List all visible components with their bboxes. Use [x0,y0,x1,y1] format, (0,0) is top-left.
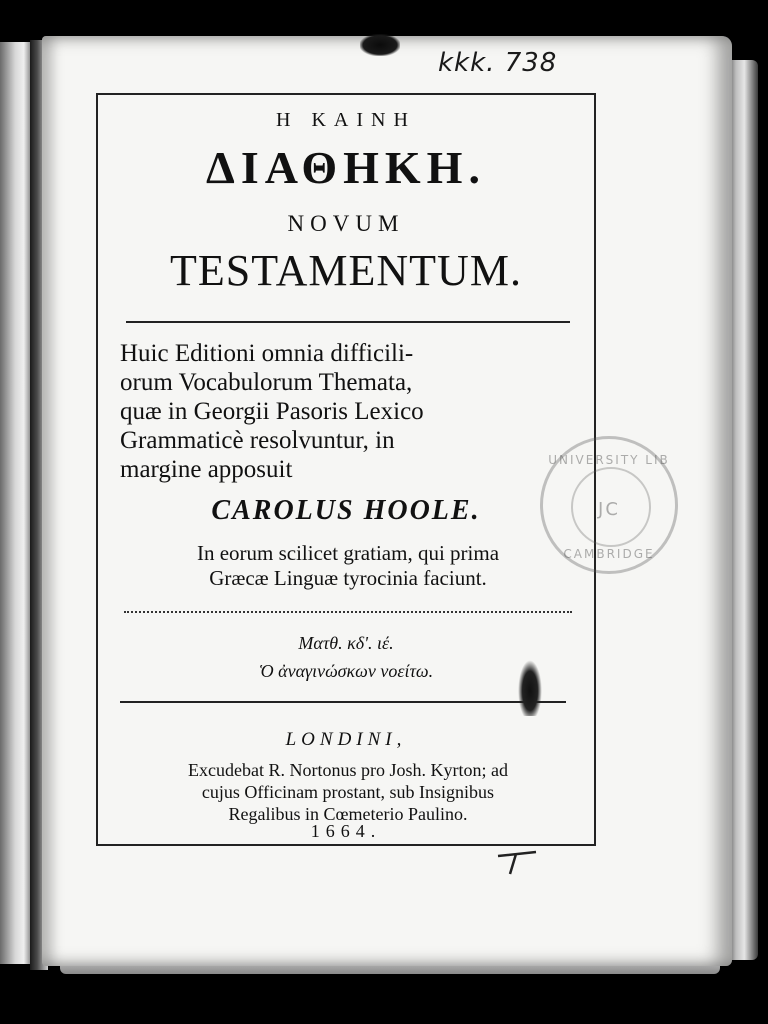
ink-smudge-mark [518,660,542,716]
library-stamp-seal [540,436,678,574]
imprint-line: Regalibus in Cœmeterio Paulino. [228,804,468,824]
purpose-line: In eorum scilicet gratiam, qui prima [196,541,500,565]
catchword-t-mark [496,850,540,876]
divider-rule-top [126,321,570,323]
imprint-line: Excudebat R. Nortonus pro Josh. Kyrton; ad [188,760,508,780]
description-line: Huic Editioni omnia difficili- [120,340,414,367]
stamp-lettering: JC [598,499,620,520]
latin-title-line-2: TESTAMENTUM. [170,246,522,295]
title-page-border [96,93,596,846]
purpose-paragraph [120,541,576,591]
purpose-line: Græcæ Linguæ tyrocinia faciunt. [209,566,487,590]
imprint-place: LONDINI, [285,729,407,750]
description-paragraph [120,339,576,484]
imprint-year: 1664. [310,821,382,841]
greek-title-line-1: Η ΚΑΙΝΗ [276,109,416,131]
shelfmark-annotation: kkk. 738 [438,48,558,78]
epigraph-reference: Ματθ. κδ'. ιέ. [298,633,394,653]
divider-rule-bottom [120,701,566,703]
facing-page-edge [0,42,34,964]
stamp-lettering: CAMBRIDGE [563,547,655,561]
stamp-lettering: UNIVERSITY LIB [548,453,670,467]
description-line: margine apposuit [120,456,293,483]
ink-blot-mark [360,34,400,56]
divider-rule-middle [124,611,572,613]
imprint-paragraph [120,759,576,825]
description-line: quæ in Georgii Pasoris Lexico [120,398,424,425]
author-name: CAROLUS HOOLE. [211,495,481,526]
description-line: orum Vocabulorum Themata, [120,369,413,396]
greek-title-line-2: ΔΙΑΘΗΚΗ. [206,142,486,193]
latin-title-line-1: NOVUM [287,211,405,236]
description-line: Grammaticè resolvuntur, in [120,427,395,454]
epigraph-quote: Ὁ ἀναγινώσκων νοείτω. [258,661,434,681]
imprint-line: cujus Officinam prostant, sub Insignibus [201,782,495,802]
